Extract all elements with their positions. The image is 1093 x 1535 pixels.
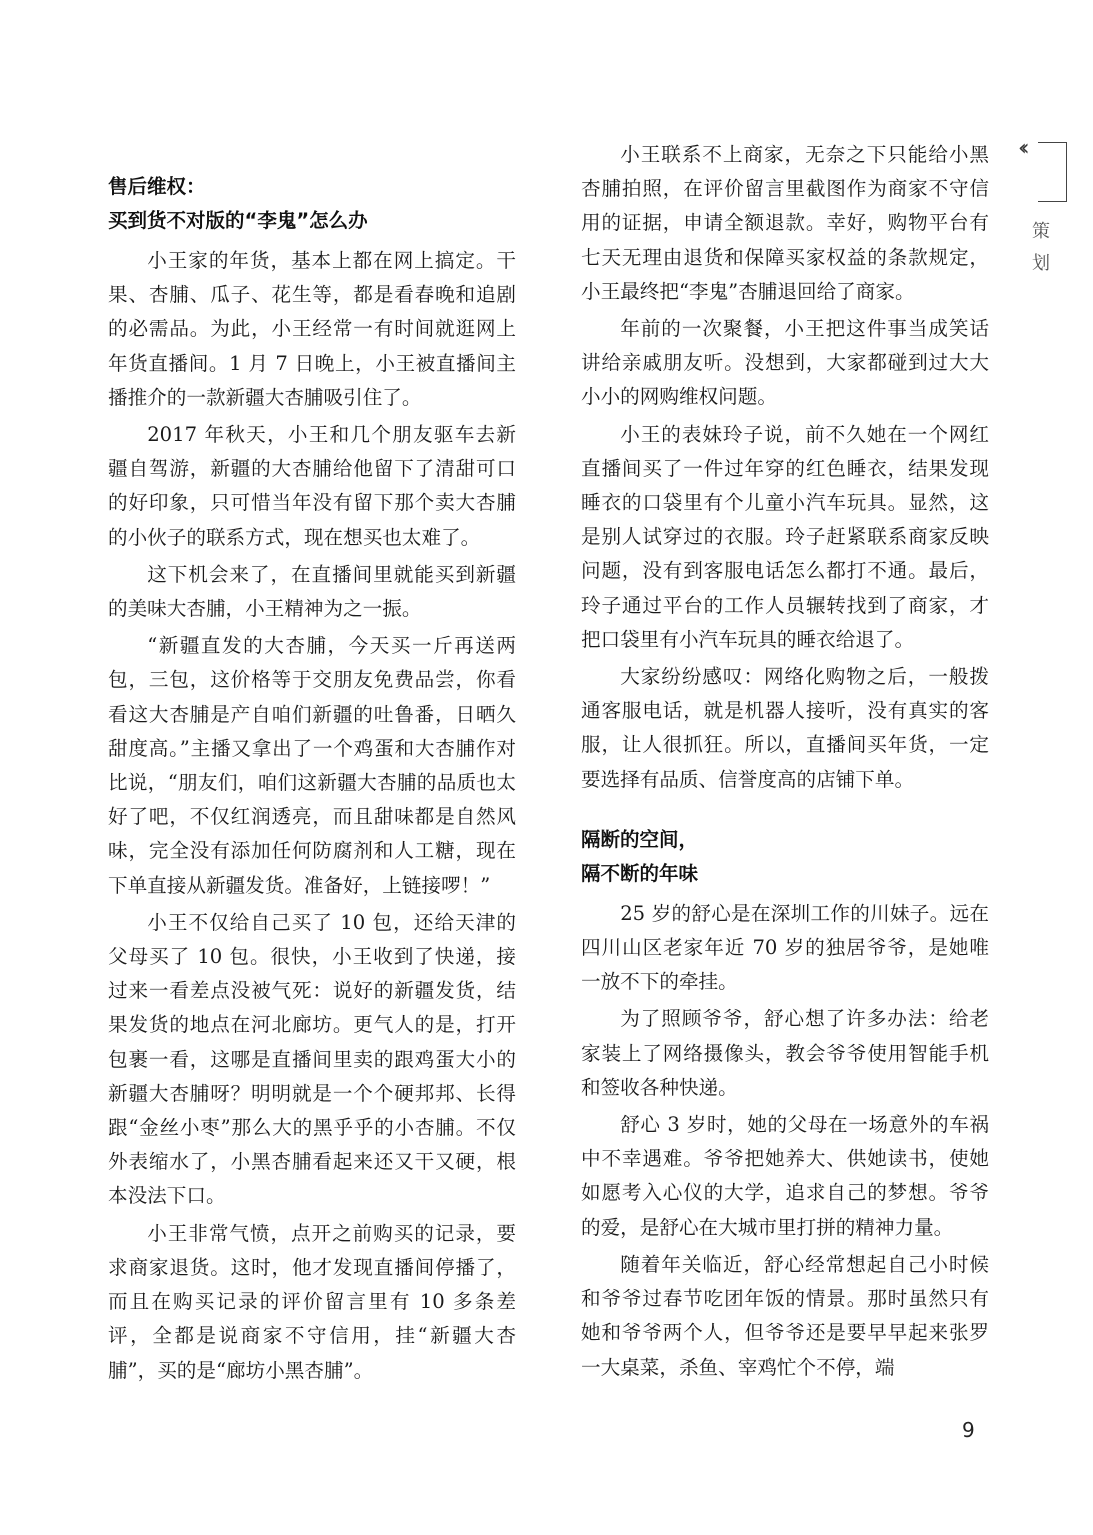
section-heading-new-year: [581, 823, 989, 891]
paragraph: 2017 年秋天，小王和几个朋友驱车去新疆自驾游，新疆的大杏脯给他留下了清甜可口的好印象，只可惜当年没有留下那个卖大杏脯的小伙子的联系方式，现在想买也太难了。: [108, 423, 516, 549]
paragraph: 小王家的年货，基本上都在网上搞定。干果、杏脯、瓜子、花生等，都是看春晚和追剧的必需品。为此，小王经常一有时间就逛网上年货直播间。1 月 7 日晚上，小王被直播间主播推介的一款新疆大杏脯吸引住了。: [108, 249, 516, 409]
paragraph: 随着年关临近，舒心经常想起自己小时候和爷爷过春节吃团年饭的情景。那时虽然只有她和爷爷两个人，但爷爷还是要早早起来张罗一大桌菜，杀鱼、宰鸡忙个不停，端: [581, 1252, 989, 1379]
section-label-char: 策: [1032, 221, 1050, 242]
heading-line: 隔断的空间，: [581, 827, 699, 851]
heading-line: 隔不断的年味: [581, 861, 699, 885]
paragraph: 25 岁的舒心是在深圳工作的川妹子。远在四川山区老家年近 70 岁的独居爷爷，是她唯一放不下的牵挂。: [581, 901, 989, 994]
paragraph: 大家纷纷感叹：网络化购物之后，一般拨通客服电话，就是机器人接听，没有真实的客服，让人很抓狂。所以，直播间买年货，一定要选择有品质、信誉度高的店铺下单。: [581, 665, 989, 791]
heading-line: 买到货不对版的“李鬼”怎么办: [108, 209, 368, 232]
paragraph: 舒心 3 岁时，她的父母在一场意外的车祸中不幸遇难。爷爷把她养大、供她读书，使她如愿考入心仪的大学，追求自己的梦想。爷爷的爱，是舒心在大城市里打拼的精神力量。: [581, 1113, 989, 1239]
tab-bracket-decoration: [1038, 142, 1067, 202]
paragraph: 小王联系不上商家，无奈之下只能给小黑杏脯拍照，在评价留言里截图作为商家不守信用的证据，申请全额退款。幸好，购物平台有七天无理由退货和保障买家权益的条款规定，小王最终把“李鬼”杏脯退回给了商家。: [581, 143, 989, 303]
paragraph: 年前的一次聚餐，小王把这件事当成笑话讲给亲戚朋友听。没想到，大家都碰到过大大小小的网购维权问题。: [581, 317, 989, 409]
paragraph: “新疆直发的大杏脯，今天买一斤再送两包，三包，这价格等于交朋友免费品尝，你看看这大杏脯是产自咱们新疆的吐鲁番，日晒久甜度高。”主播又拿出了一个鸡蛋和大杏脯作对比说，“朋友们，咱们这新疆大杏脯的品质也太好了吧，不仅红润透亮，而且甜味都是自然风味，完全没有添加任何防腐剂和人工糖，现在下单直接从新疆发货。准备好，上链接啰！”: [108, 634, 516, 897]
heading-line: 售后维权：: [108, 175, 206, 198]
section-label-char: 划: [1032, 253, 1050, 274]
section-label: [1030, 216, 1052, 280]
right-column: [581, 138, 989, 1388]
paragraph: 小王的表妹玲子说，前不久她在一个网红直播间买了一件过年穿的红色睡衣，结果发现睡衣的口袋里有个儿童小汽车玩具。显然，这是别人试穿过的衣服。玲子赶紧联系商家反映问题，没有到客服电话怎么都打不通。最后，玲子通过平台的工作人员辗转找到了商家，才把口袋里有小汽车玩具的睡衣给退了。: [581, 422, 989, 651]
left-column: [108, 138, 516, 1391]
section-heading-after-sales: [108, 170, 516, 238]
double-chevron-left-icon: ‹‹: [1018, 136, 1024, 161]
section-tab: [1018, 138, 1062, 288]
paragraph: 为了照顾爷爷，舒心想了许多办法：给老家装上了网络摄像头，教会爷爷使用智能手机和签收各种快递。: [581, 1007, 989, 1099]
page-number: 9: [962, 1418, 975, 1442]
paragraph: 小王非常气愤，点开之前购买的记录，要求商家退货。这时，他才发现直播间停播了，而且在购买记录的评价留言里有 10 多条差评，全都是说商家不守信用，挂“新疆大杏脯”，买的是“廊坊小黑杏脯”。: [108, 1221, 516, 1382]
paragraph: 这下机会来了，在直播间里就能买到新疆的美味大杏脯，小王精神为之一振。: [108, 562, 516, 621]
paragraph: 小王不仅给自己买了 10 包，还给天津的父母买了 10 包。很快，小王收到了快递，接过来一看差点没被气死：说好的新疆发货，结果发货的地点在河北廊坊。更气人的是，打开包裹一看，这哪是直播间里卖的跟鸡蛋大小的新疆大杏脯呀？明明就是一个个硬邦邦、长得跟“金丝小枣”那么大的黑乎乎的小杏脯。不仅外表缩水了，小黑杏脯看起来还又干又硬，根本没法下口。: [108, 910, 516, 1208]
